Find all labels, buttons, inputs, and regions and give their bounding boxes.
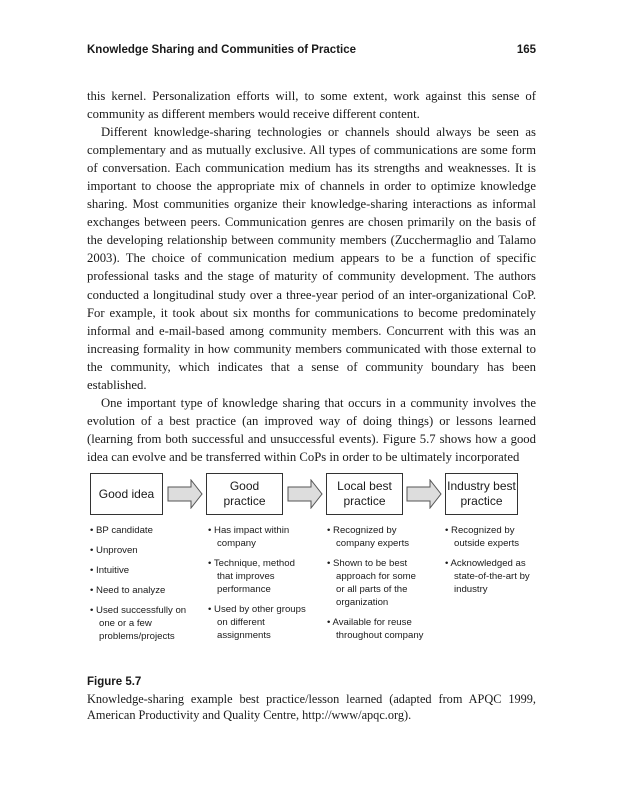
bullet-item: • Has impact within company xyxy=(208,525,290,549)
running-title: Knowledge Sharing and Communities of Practice xyxy=(87,44,357,56)
arrow-right-icon xyxy=(406,479,442,509)
paragraph: One important type of knowledge sharing that occurs in a community involves the evolution of a best practice (an improved way of doing things) or lessons learned (learning from both successful and unsuccessful events). Figure 5.7 shows how a good idea can evolve and be transferred within CoPs in order to be ultimately incorporated xyxy=(87,395,536,464)
paragraph: this kernel. Personalization efforts will, to some extent, work against this sense of community as different members would receive different content. xyxy=(87,89,536,122)
bullet-item: • Unproven xyxy=(90,545,138,556)
bullet-item: • Acknowledged as state-of-the-art by industry xyxy=(445,558,530,595)
bullet-item: • Used by other groups on different assignments xyxy=(208,604,306,641)
stage-title: Good idea xyxy=(98,486,155,501)
stage-bullets xyxy=(90,524,195,650)
bullet-item: • Available for reuse throughout company xyxy=(327,617,424,641)
bullet-item: • Need to analyze xyxy=(90,585,166,596)
arrow-right-icon xyxy=(167,479,203,509)
stage-bullets xyxy=(445,524,545,603)
stage-bullets xyxy=(208,524,313,649)
bullet-item: • BP candidate xyxy=(90,525,153,536)
stage-title: Local best practice xyxy=(337,479,392,508)
stage-box-local-best-practice xyxy=(326,473,403,515)
bullet-item: • Technique, method that improves performance xyxy=(208,558,295,595)
bullet-item: • Used successfully on one or a few problems/projects xyxy=(90,605,187,642)
stage-title: Industry best practice xyxy=(447,479,516,508)
stage-box-good-idea xyxy=(90,473,163,515)
stage-bullets xyxy=(327,524,427,649)
page-number: 165 xyxy=(516,44,536,56)
bullet-item: • Shown to be best approach for some or all parts of the organization xyxy=(327,558,416,608)
bullet-item: • Intuitive xyxy=(90,565,130,576)
figure-label: Figure 5.7 xyxy=(87,676,142,688)
stage-title: Good practice xyxy=(223,479,266,508)
bullet-item: • Recognized by company experts xyxy=(327,525,410,549)
stage-box-good-practice xyxy=(206,473,283,515)
arrow-right-icon xyxy=(287,479,323,509)
stage-box-industry-best-practice xyxy=(445,473,518,515)
figure-caption: Knowledge-sharing example best practice/lesson learned (adapted from APQC 1999, American Productivity and Quality Centre, http://www/apqc.org). xyxy=(87,692,536,722)
body-text xyxy=(87,87,536,466)
paragraph: Different knowledge-sharing technologies or channels should always be seen as complementary and as mutually exclusive. All types of communications are some form of conversation. Each communication medium has its strengths and weaknesses. It is important to choose the appropriate mix of channels in order to optimize knowledge sharing. Most communities organize their knowledge-sharing interactions as informal exchanges between peers. Communication genres are chosen primarily on the basis of the developing relationship between community members (Zucchermaglio and Talamo 2003). The choice of communication medium appears to be a function of specific professional tasks and the stage of maturity of community development. The authors conducted a longitudinal study over a three-year period of an inter-organizational CoP. For example, it took about six months for communications to become predominately informal and e-mail-based among community members. Concurrent with this was an increasing formality in how community members communicated with those external to the community, which indicates that a sense of community boundary has been established. xyxy=(87,125,536,392)
bullet-item: • Recognized by outside experts xyxy=(445,525,520,549)
